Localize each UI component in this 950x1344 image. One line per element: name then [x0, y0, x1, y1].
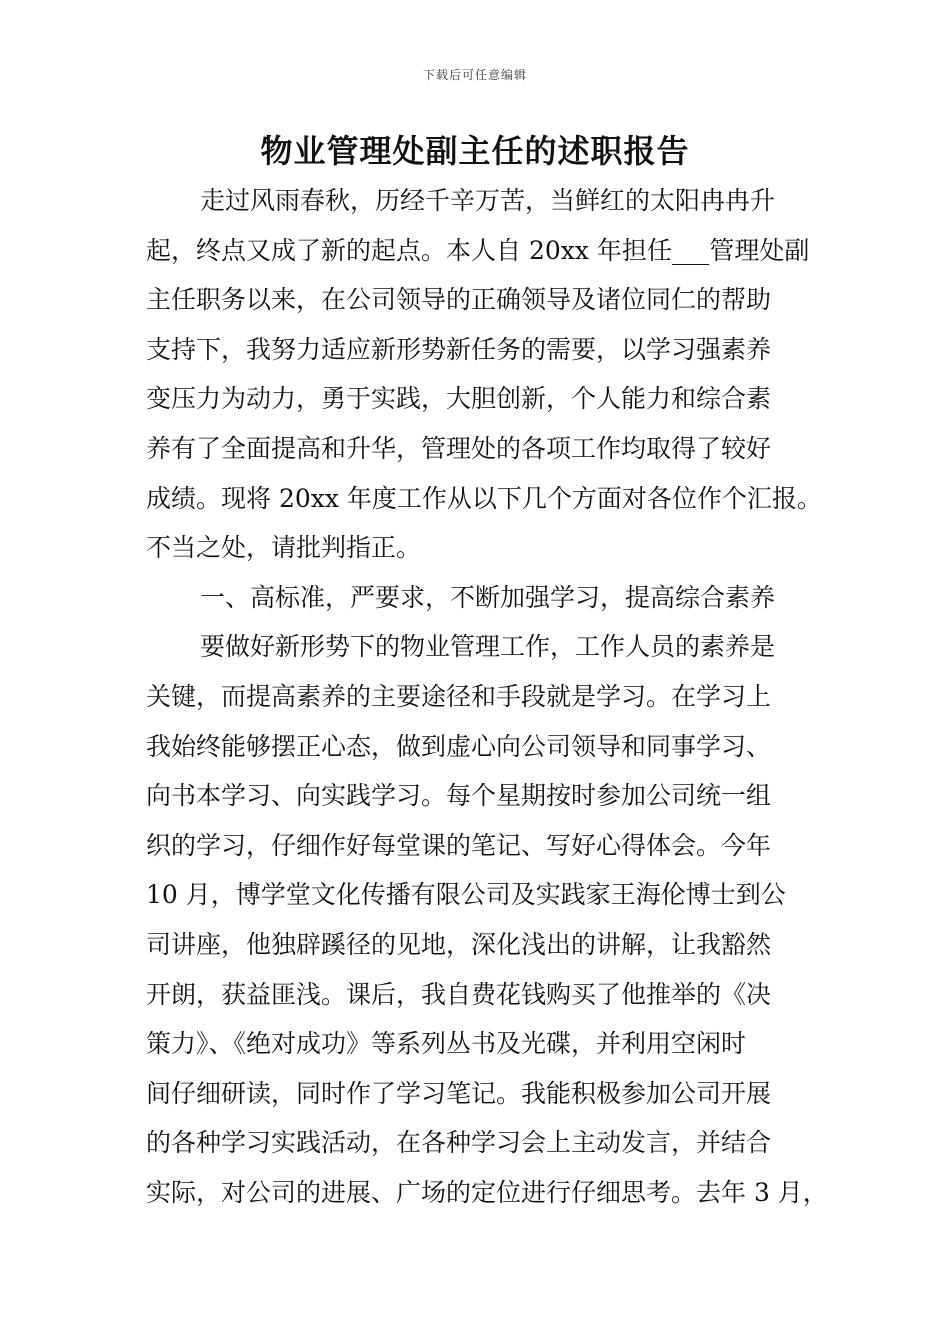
- text-line: 织的学习，仔细作好每堂课的笔记、写好心得体会。今年: [146, 830, 772, 860]
- text-line: 变压力为动力，勇于实践，大胆创新，个人能力和综合素: [146, 384, 772, 414]
- text-line: 间仔细研读，同时作了学习笔记。我能积极参加公司开展: [146, 1078, 772, 1108]
- text-line: 支持下，我努力适应新形势新任务的需要，以学习强素养: [146, 334, 772, 364]
- text-line: 的各种学习实践活动，在各种学习会上主动发言，并结合: [146, 1128, 772, 1158]
- text-line: 起，终点又成了新的起点。本人自 20xx 年担任___管理处副: [146, 235, 810, 265]
- text-line: 走过风雨春秋，历经千辛万苦，当鲜红的太阳冉冉升: [200, 186, 776, 215]
- text-line: 不当之处，请批判指正。: [146, 533, 422, 563]
- header-note: 下载后可任意编辑: [422, 68, 527, 82]
- text-line: 实际，对公司的进展、广场的定位进行仔细思考。去年 3 月，: [146, 1177, 828, 1207]
- text-line: 司讲座，他独辟蹊径的见地，深化浅出的讲解，让我豁然: [146, 929, 772, 959]
- text-line: 10 月，博学堂文化传播有限公司及实践家王海伦博士到公: [146, 880, 786, 910]
- document-body: [146, 176, 826, 1217]
- text-line: 一、高标准，严要求，不断加强学习，提高综合素养: [200, 582, 776, 612]
- text-line: 主任职务以来，在公司领导的正确领导及诸位同仁的帮助: [146, 285, 772, 315]
- text-line: 养有了全面提高和升华，管理处的各项工作均取得了较好: [146, 433, 772, 463]
- text-line: 关键，而提高素养的主要途径和手段就是学习。在学习上: [146, 681, 772, 711]
- text-line: 我始终能够摆正心态，做到虚心向公司领导和同事学习、: [146, 731, 772, 761]
- text-line: 开朗，获益匪浅。课后，我自费花钱购买了他推举的《决: [146, 979, 772, 1009]
- text-line: 成绩。现将 20xx 年度工作从以下几个方面对各位作个汇报。: [146, 483, 822, 513]
- document-title: 物业管理处副主任的述职报告: [260, 132, 690, 170]
- text-line: 要做好新形势下的物业管理工作，工作人员的素养是: [200, 632, 776, 662]
- text-line: 策力》、《绝对成功》等系列丛书及光碟，并利用空闲时: [146, 1029, 747, 1059]
- text-line: 向书本学习、向实践学习。每个星期按时参加公司统一组: [146, 781, 772, 811]
